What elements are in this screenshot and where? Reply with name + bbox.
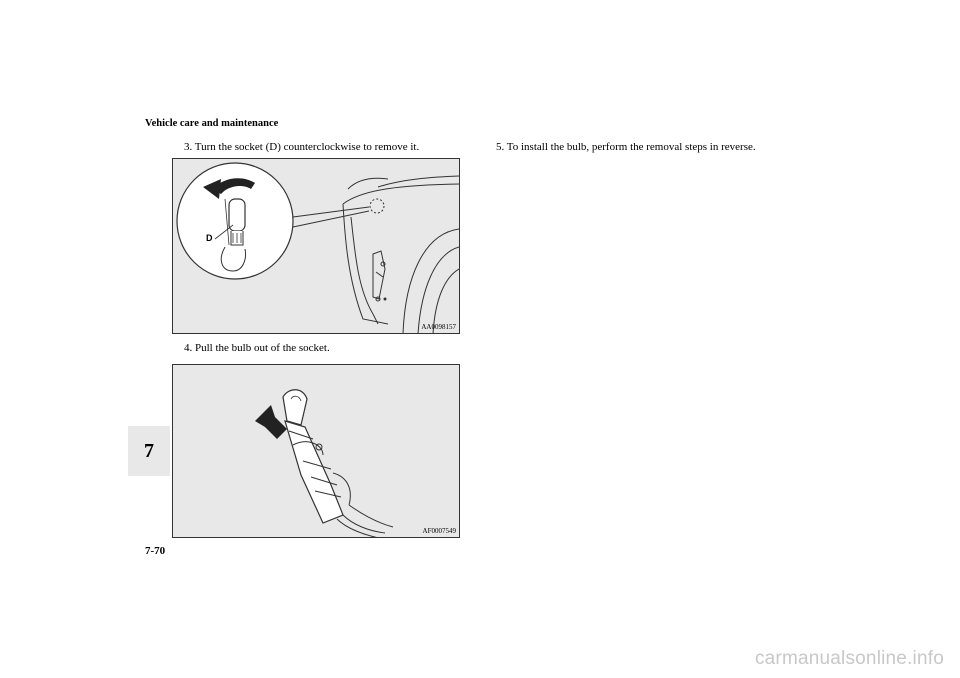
- step-3-text: 3. Turn the socket (D) counterclockwise to remove it.: [184, 141, 420, 153]
- label-d: D: [206, 233, 213, 243]
- page-number: 7-70: [145, 545, 166, 557]
- figure-bulb-removal: [172, 364, 460, 538]
- section-title: Vehicle care and maintenance: [145, 118, 279, 129]
- figure-bulb-removal-illustration: [173, 365, 460, 538]
- figure-socket-removal: [172, 158, 460, 334]
- figure-code: AA0098157: [421, 323, 456, 331]
- chapter-tab: 7: [128, 426, 170, 476]
- watermark: carmanualsonline.info: [754, 648, 944, 669]
- figure-code: AF0007549: [422, 527, 456, 535]
- step-4-text: 4. Pull the bulb out of the socket.: [184, 342, 330, 354]
- step-5-text: 5. To install the bulb, perform the removal steps in reverse.: [496, 141, 756, 153]
- figure-socket-removal-illustration: [173, 159, 460, 334]
